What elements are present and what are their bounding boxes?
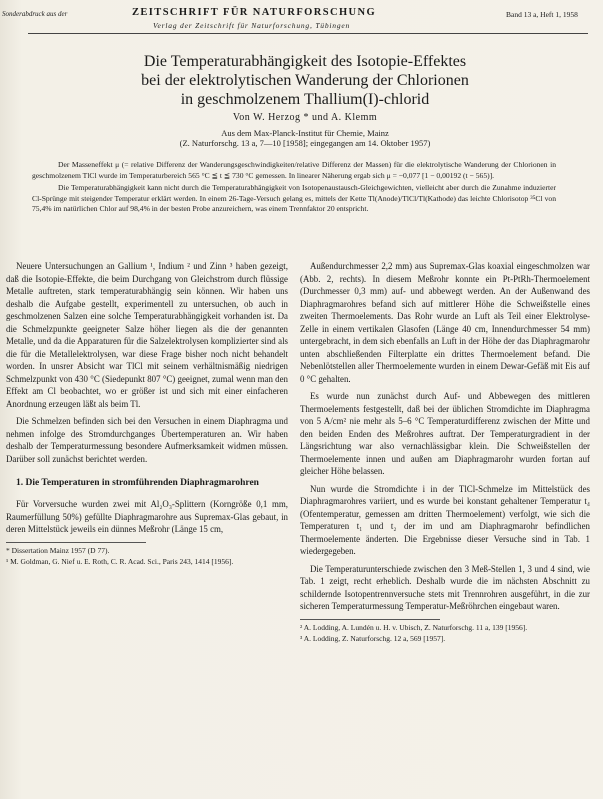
title-line: bei der elektrolytischen Wanderung der Chlorionen — [141, 72, 469, 89]
title-line: in geschmolzenem Thallium(I)-chlorid — [180, 91, 430, 108]
journal-title: ZEITSCHRIFT FÜR NATURFORSCHUNG — [132, 7, 377, 18]
section-heading: 1. Die Temperaturen in stromführenden Diaphragmarohren — [16, 478, 259, 488]
abstract-paragraph: Die Temperaturabhängigkeit kann nicht durch die Temperaturabhängigkeit von Isotopenaustausch-Gleichgewichten, vielleicht aber durch die Zunahme induzierter Cl-Sprünge mit steigender Temperatur erklärt werden. In einem 26-Tage-Versuch gelang es, mittels der Kette Tl(Anode)/TlCl/Tl(Kathode) das leichte Chlorisotop ³⁵Cl von 75,4% im natürlichen Chlor auf 98,4% in der besten Probe anzureichern, was einem Trennfaktor 20 entspricht. — [32, 183, 556, 214]
abstract — [32, 160, 556, 217]
footnote: ² A. Lodding, A. Lundén u. H. v. Ubisch, Z. Naturforschg. 11 a, 139 [1956]. — [300, 622, 528, 632]
body-paragraph: Nun wurde die Stromdichte i in der TlCl-Schmelze im Mittelstück des Diaphragmarohres variiert, und es wurde bei konstant gehaltener Temperatur t₄ (Ofentemperatur, gemessen am dritten Thermoelement) verfolgt, wie sich die Temperaturen t₁ und t₂ der im und am Diaphragmarohr befindlichen Thermoelemente änderten. Die Ergebnisse dieser Versuche sind in Tab. 1 wiedergegeben. — [300, 483, 590, 556]
abstract-paragraph: Der Masseneffekt μ (= relative Differenz der Wanderungsgeschwindigkeiten/relative Differenz der Massen) für die elektrolytische Wanderung der Chlorionen in geschmolzenem TlCl wurde im Temperaturbereich 565 °C ≦ t ≦ 730 °C gemessen. In linearer Näherung ergab sich μ = −0,077 [1 − 0,00192 (t − 565)]. — [32, 160, 556, 180]
body-paragraph: Die Schmelzen befinden sich bei den Versuchen in einem Diaphragma und nehmen infolge des Stromdurchganges Übertemperaturen an. Wir haben deshalb der Temperaturmessung besondere Aufmerksamkeit widmen müssen. Darüber soll zunächst berichtet werden. — [6, 416, 288, 464]
article-title — [40, 52, 570, 109]
body-paragraph: Die Temperaturunterschiede zwischen den 3 Meß-Stellen 1, 3 und 4 sind, wie Tab. 1 zeigt, recht erheblich. Deshalb wurde die im nächsten Abschnitt zu schildernde Isotopentrennversuche stets mit Trennrohren ausgeführt, in die zur sicheren Temperaturmessung Temperatur-Meßröhrchen eingebaut waren. — [300, 563, 590, 611]
header-rule — [28, 33, 588, 34]
footnote-rule — [6, 542, 146, 543]
right-column — [300, 260, 590, 645]
volume-info: Band 13 a, Heft 1, 1958 — [506, 10, 578, 19]
body-paragraph: Für Vorversuche wurden zwei mit Al₂O₃-Splittern (Korngröße 0,1 mm, Raumerfüllung 50%) gefüllte Diaphragmarohre aus Supremax-Glas gebaut, in deren Mittelstück jeweils ein dünnes Meßrohr (Länge 15 cm, — [6, 499, 288, 534]
received-note: (Z. Naturforschg. 13 a, 7—10 [1958]; eingegangen am 14. Oktober 1957) — [179, 138, 431, 148]
footnote-rule — [300, 619, 440, 620]
left-column — [6, 260, 288, 568]
body-paragraph: Außendurchmesser 2,2 mm) aus Supremax-Glas koaxial eingeschmolzen war (Abb. 2, rechts). In diesem Meßrohr konnte ein Pt-PtRh-Thermoelement (Durchmesser 0,3 mm) auf- und abbewegt werden. An der Außenwand des Diaphragmarohres befand sich auf mittlerer Höhe die Schweißstelle eines zweiten Thermoelements. Das Rohr wurde an Luft als Teil einer Elektrolyse-Zelle in einem vertikalen Glasofen (Länge 40 cm, Innendurchmesser 54 mm) untergebracht, in dem sich ebenfalls an Luft in der Höhe der das Diaphragmarohr unten abschließenden Filterplatte ein drittes Thermoelement befand. Die Nebenlötstellen aller Thermoelemente wurden in einem Dewar-Gefäß mit Eis auf 0 °C gehalten. — [300, 261, 590, 384]
body-paragraph: Es wurde nun zunächst durch Auf- und Abbewegen des mittleren Thermoelements festgestellt, daß bei der üblichen Stromdichte im Diaphragma von 5 A/cm² nie mehr als 5–6 °C Temperaturdifferenz zwischen der Mitte und den beiden Enden des Meßrohres auftrat. Der Temperaturgradient in der Längsrichtung war also vernachlässigbar klein. Die Schweißstellen der Thermoelemente innen und außen am Diaphragmarohr wurden fortan auf gleicher Höhe belassen. — [300, 391, 590, 476]
body-paragraph: Neuere Untersuchungen an Gallium ¹, Indium ² und Zinn ³ haben gezeigt, daß die Isotopie-Effekte, die beim Durchgang von Gleichstrom durch flüssige Metalle auftreten, stark temperaturabhängig sein können. Wir haben uns deshalb die Aufgabe gestellt, experimentell zu untersuchen, ob auch in geschmolzenen Salzen eine solche Temperaturabhängigkeit vorhanden ist. Da die Schmelzpunkte geeigneter Salze höher liegen als die der genannten Metalle, und da die Apparaturen für die Salzelektrolysen komplizierter sind als die für die Metallelektrolysen, war diese Frage bisher noch nicht behandelt worden. In unsrer Absicht war TlCl mit seinem verhältnismäßig niedrigen Schmelzpunkt von 430 °C (Siedepunkt 807 °C) geeignet, zumal wenn man den Effekt am Cl beobachtet, wo er größer ist und sich mit einer einfacheren Anordnung erzeugen läßt als beim Tl. — [6, 261, 288, 409]
affiliation-block — [40, 128, 570, 148]
footnote: ³ A. Lodding, Z. Naturforschg. 12 a, 569 [1957]. — [300, 633, 446, 643]
title-line: Die Temperaturabhängigkeit des Isotopie-Effektes — [143, 53, 467, 70]
author-line: Von W. Herzog * und A. Klemm — [232, 112, 378, 123]
offprint-label: Sonderabdruck aus der — [2, 10, 68, 18]
publisher-line: Verlag der Zeitschrift für Naturforschung, Tübingen — [153, 21, 351, 30]
footnote: ¹ M. Goldman, G. Nief u. E. Roth, C. R. Acad. Sci., Paris 243, 1414 [1956]. — [6, 556, 234, 566]
institute: Aus dem Max-Planck-Institut für Chemie, Mainz — [221, 128, 389, 138]
footnote: * Dissertation Mainz 1957 (D 77). — [6, 545, 110, 555]
